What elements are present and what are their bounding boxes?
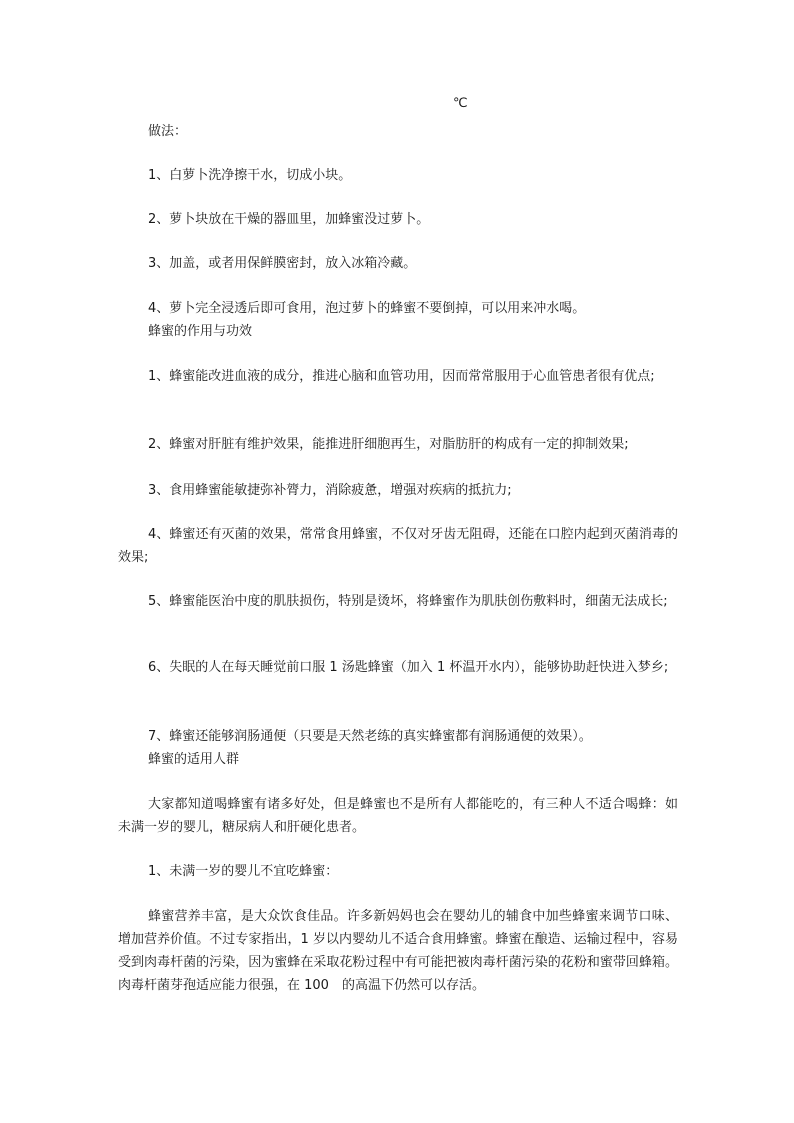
method-step-3: 3、加盖，或者用保鲜膜密封，放入冰箱冷藏。 xyxy=(148,256,417,271)
suitable-intro: 大家都知道喝蜂蜜有诸多好处，但是蜂蜜也不是所有人都能吃的，有三种人不适合喝蜂：如未满一岁的婴儿，糖尿病人和肝硬化患者。 xyxy=(118,797,678,835)
effect-item-6: 6、失眠的人在每天睡觉前口服 1 汤匙蜂蜜（加入 1 杯温开水内），能够协助赶快进入梦乡; xyxy=(148,660,669,675)
method-label: 做法： xyxy=(148,124,188,139)
degree-symbol: ℃ xyxy=(453,96,468,111)
method-step-4: 4、萝卜完全浸透后即可食用，泡过萝卜的蜂蜜不要倒掉，可以用来冲水喝。 xyxy=(148,301,586,316)
method-step-2: 2、萝卜块放在干燥的器皿里，加蜂蜜没过萝卜。 xyxy=(148,212,430,227)
suitable-heading: 蜂蜜的适用人群 xyxy=(148,752,240,767)
effect-item-3: 3、食用蜂蜜能敏捷弥补膂力，消除疲惫，增强对疾病的抵抗力; xyxy=(148,483,512,498)
effect-item-2: 2、蜂蜜对肝脏有维护效果，能推进肝细胞再生，对脂肪肝的构成有一定的抑制效果; xyxy=(148,437,629,452)
effect-item-4: 4、蜂蜜还有灭菌的效果，常常食用蜂蜜，不仅对牙齿无阻碍，还能在口腔内起到灭菌消毒的效果; xyxy=(118,527,678,565)
effect-item-5: 5、蜂蜜能医治中度的肌肤损伤，特别是烫坏，将蜂蜜作为肌肤创伤敷料时，细菌无法成长; xyxy=(148,594,668,609)
method-step-1: 1、白萝卜洗净擦干水，切成小块。 xyxy=(148,168,352,183)
effects-heading: 蜂蜜的作用与功效 xyxy=(148,324,253,339)
suitable-sub-heading: 1、未满一岁的婴儿不宜吃蜂蜜： xyxy=(148,864,339,879)
suitable-paragraph: 蜂蜜营养丰富，是大众饮食佳品。许多新妈妈也会在婴幼儿的辅食中加些蜂蜜来调节口味、增加营养价值。不过专家指出，1 岁以内婴幼儿不适合食用蜂蜜。蜂蜜在酿造、运输过程中，容易受到肉毒杆菌的污染，因为蜜蜂在采取花粉过程中有可能把被肉毒杆菌污染的花粉和蜜带回蜂箱。肉毒杆菌芽孢适应能力很强，在 100 的高温下仍然可以存活。 xyxy=(118,909,678,993)
effect-item-1: 1、蜂蜜能改进血液的成分，推进心脑和血管功用，因而常常服用于心血管患者很有优点; xyxy=(148,369,655,384)
effect-item-7: 7、蜂蜜还能够润肠通便（只要是天然老练的真实蜂蜜都有润肠通便的效果）。 xyxy=(148,729,592,744)
